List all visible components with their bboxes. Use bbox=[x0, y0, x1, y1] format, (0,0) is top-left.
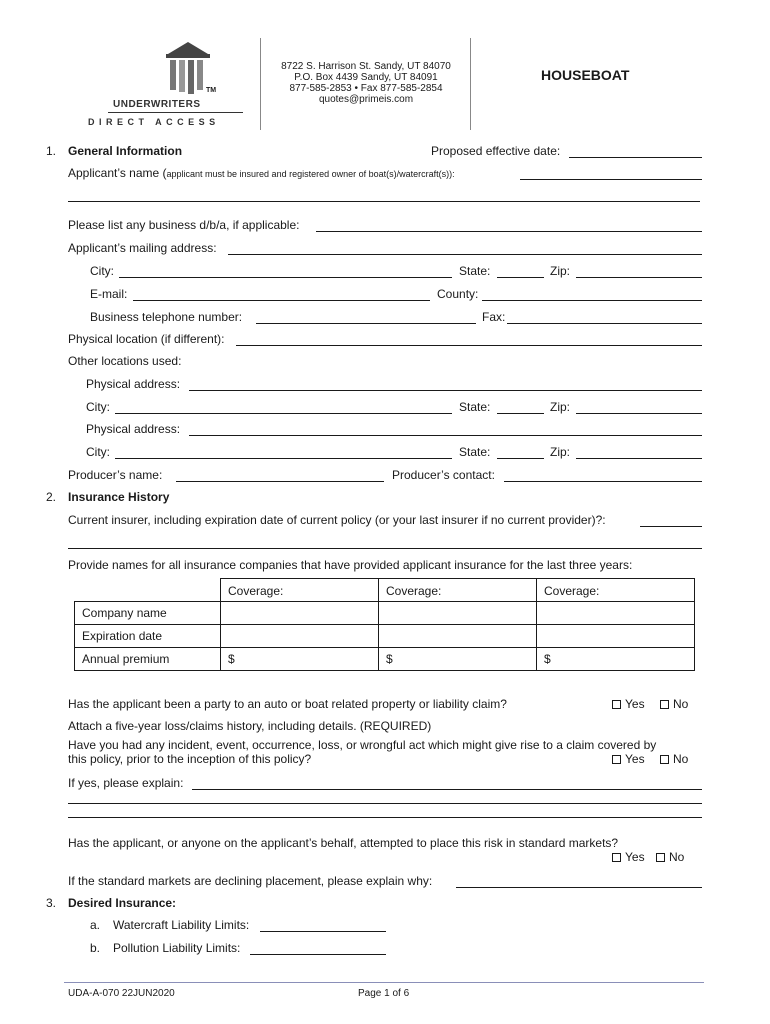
header-divider-left bbox=[260, 38, 261, 130]
table-cell[interactable]: $ bbox=[379, 648, 537, 671]
zip-label: Zip: bbox=[550, 264, 571, 278]
claim-question: Has the applicant been a party to an auto or boat related property or liability claim? bbox=[68, 697, 507, 711]
explain-field[interactable] bbox=[192, 789, 702, 790]
company-address bbox=[262, 61, 470, 105]
table-cell[interactable] bbox=[221, 625, 379, 648]
table-cell[interactable] bbox=[537, 625, 695, 648]
coverage-header: Coverage: bbox=[221, 579, 379, 602]
physical-location-field[interactable] bbox=[236, 345, 702, 346]
table-cell[interactable] bbox=[379, 625, 537, 648]
yes-label: Yes bbox=[625, 850, 645, 864]
no-label: No bbox=[673, 697, 689, 711]
section-1-title: General Information bbox=[68, 144, 183, 158]
watercraft-limits-field[interactable] bbox=[260, 931, 386, 932]
table-row bbox=[75, 648, 695, 671]
table-row bbox=[75, 602, 695, 625]
item-b-marker: b. bbox=[90, 941, 101, 955]
zip-field[interactable] bbox=[576, 458, 702, 459]
checkbox-icon[interactable] bbox=[660, 755, 669, 764]
provide-names-label: Provide names for all insurance companies that have provided applicant insurance for the last three years: bbox=[68, 558, 633, 572]
pollution-limits-field[interactable] bbox=[250, 954, 386, 955]
yes-label: Yes bbox=[625, 697, 645, 711]
company-logo bbox=[88, 40, 248, 130]
section-2-number: 2. bbox=[46, 490, 57, 504]
header-divider-right bbox=[470, 38, 471, 130]
explain-field-2[interactable] bbox=[68, 803, 702, 804]
checkbox-icon[interactable] bbox=[656, 853, 665, 862]
claim-no-option[interactable] bbox=[660, 697, 688, 711]
table-header-row bbox=[75, 579, 695, 602]
fax-label: Fax: bbox=[482, 310, 506, 324]
zip-field[interactable] bbox=[576, 413, 702, 414]
item-a-marker: a. bbox=[90, 918, 101, 932]
zip-label: Zip: bbox=[550, 400, 571, 414]
current-insurer-field-2[interactable] bbox=[68, 548, 702, 549]
city-field[interactable] bbox=[115, 458, 452, 459]
city-field[interactable] bbox=[115, 413, 452, 414]
other-locations-label: Other locations used: bbox=[68, 354, 182, 368]
incident-question-line-2: this policy, prior to the inception of this policy? bbox=[68, 752, 312, 766]
county-label: County: bbox=[437, 287, 479, 301]
claim-yes-option[interactable] bbox=[612, 697, 645, 711]
producer-name-field[interactable] bbox=[176, 481, 384, 482]
checkbox-icon[interactable] bbox=[612, 700, 621, 709]
table-corner bbox=[75, 579, 221, 602]
logo-line-2: DIRECT ACCESS bbox=[88, 117, 220, 127]
state-label: State: bbox=[459, 400, 491, 414]
coverage-header: Coverage: bbox=[379, 579, 537, 602]
attach-history-note: Attach a five-year loss/claims history, including details. (REQUIRED) bbox=[68, 719, 432, 733]
physical-location-label: Physical location (if different): bbox=[68, 332, 225, 346]
physical-address-field[interactable] bbox=[189, 435, 702, 436]
table-row bbox=[75, 625, 695, 648]
explain-field-3[interactable] bbox=[68, 817, 702, 818]
logo-tm: TM bbox=[206, 87, 217, 94]
state-field[interactable] bbox=[497, 413, 544, 414]
zip-label: Zip: bbox=[550, 445, 571, 459]
declining-label: If the standard markets are declining placement, please explain why: bbox=[68, 874, 433, 888]
phone-label: Business telephone number: bbox=[90, 310, 243, 324]
row-label: Expiration date bbox=[75, 625, 221, 648]
state-field[interactable] bbox=[497, 277, 544, 278]
physical-address-label: Physical address: bbox=[86, 422, 181, 436]
incident-no-option[interactable] bbox=[660, 752, 688, 766]
logo-underline bbox=[108, 112, 243, 113]
address-line: P.O. Box 4439 Sandy, UT 84091 bbox=[294, 72, 438, 83]
address-line: quotes@primeis.com bbox=[318, 94, 414, 105]
no-label: No bbox=[673, 752, 689, 766]
watercraft-limits-label: Watercraft Liability Limits: bbox=[113, 918, 250, 932]
zip-field[interactable] bbox=[576, 277, 702, 278]
city-label: City: bbox=[90, 264, 114, 278]
dba-field[interactable] bbox=[316, 231, 702, 232]
address-line: 877-585-2853 • Fax 877-585-2854 bbox=[289, 83, 443, 94]
table-cell[interactable] bbox=[221, 602, 379, 625]
incident-yes-option[interactable] bbox=[612, 752, 645, 766]
section-1-number: 1. bbox=[46, 144, 57, 158]
producer-contact-field[interactable] bbox=[504, 481, 702, 482]
applicant-name-field[interactable] bbox=[520, 179, 702, 180]
city-label: City: bbox=[86, 445, 110, 459]
logo-line-1: UNDERWRITERS bbox=[113, 99, 201, 110]
state-label: State: bbox=[459, 445, 491, 459]
applicant-name-note: applicant must be insured and registered owner of boat(s)/watercraft(s) bbox=[166, 169, 450, 179]
building-logo-icon bbox=[136, 40, 256, 100]
applicant-name-field-2[interactable] bbox=[68, 201, 700, 202]
footer-rule bbox=[64, 982, 704, 983]
applicant-name-label bbox=[68, 166, 455, 181]
table-cell[interactable] bbox=[537, 602, 695, 625]
checkbox-icon[interactable] bbox=[612, 853, 621, 862]
section-3-number: 3. bbox=[46, 896, 57, 910]
current-insurer-label: Current insurer, including expiration date of current policy (or your last insurer if no current provider)?: bbox=[68, 513, 606, 527]
physical-address-label: Physical address: bbox=[86, 377, 181, 391]
physical-address-field[interactable] bbox=[189, 390, 702, 391]
producer-name-label: Producer’s name: bbox=[68, 468, 163, 482]
coverage-header: Coverage: bbox=[537, 579, 695, 602]
mailing-address-label: Applicant’s mailing address: bbox=[68, 241, 217, 255]
page-number: Page 1 of 6 bbox=[358, 988, 410, 999]
county-field[interactable] bbox=[482, 300, 702, 301]
table-cell[interactable]: $ bbox=[537, 648, 695, 671]
applicant-name-end: ): bbox=[449, 169, 455, 179]
table-cell[interactable] bbox=[379, 602, 537, 625]
row-label: Company name bbox=[75, 602, 221, 625]
email-label: E-mail: bbox=[90, 287, 128, 301]
current-insurer-field[interactable] bbox=[640, 526, 702, 527]
phone-field[interactable] bbox=[256, 323, 476, 324]
incident-question-line-1: Have you had any incident, event, occurrence, loss, or wrongful act which might give rise to a claim covered by bbox=[68, 738, 657, 752]
insurance-history-table bbox=[74, 578, 695, 671]
fax-field[interactable] bbox=[507, 323, 702, 324]
state-field[interactable] bbox=[497, 458, 544, 459]
city-field[interactable] bbox=[119, 277, 452, 278]
explain-label: If yes, please explain: bbox=[68, 776, 184, 790]
email-field[interactable] bbox=[133, 300, 430, 301]
form-id: UDA-A-070 22JUN2020 bbox=[68, 988, 175, 999]
section-2-title: Insurance History bbox=[68, 490, 170, 504]
table-cell[interactable]: $ bbox=[221, 648, 379, 671]
row-label: Annual premium bbox=[75, 648, 221, 671]
effective-date-label: Proposed effective date: bbox=[431, 144, 561, 158]
standard-yes-option[interactable] bbox=[612, 850, 645, 864]
form-title: HOUSEBOAT bbox=[541, 67, 630, 83]
yes-label: Yes bbox=[625, 752, 645, 766]
standard-no-option[interactable] bbox=[656, 850, 684, 864]
effective-date-field[interactable] bbox=[569, 157, 702, 158]
city-label: City: bbox=[86, 400, 110, 414]
mailing-address-field[interactable] bbox=[228, 254, 702, 255]
producer-contact-label: Producer’s contact: bbox=[392, 468, 495, 482]
pollution-limits-label: Pollution Liability Limits: bbox=[113, 941, 241, 955]
applicant-name-text: Applicant’s name ( bbox=[68, 166, 167, 180]
no-label: No bbox=[669, 850, 685, 864]
address-line: 8722 S. Harrison St. Sandy, UT 84070 bbox=[281, 61, 451, 72]
standard-markets-question: Has the applicant, or anyone on the applicant’s behalf, attempted to place this risk in standard markets? bbox=[68, 836, 619, 850]
dba-label: Please list any business d/b/a, if applicable: bbox=[68, 218, 300, 232]
checkbox-icon[interactable] bbox=[612, 755, 621, 764]
declining-field[interactable] bbox=[456, 887, 702, 888]
state-label: State: bbox=[459, 264, 491, 278]
checkbox-icon[interactable] bbox=[660, 700, 669, 709]
section-3-title: Desired Insurance: bbox=[68, 896, 177, 910]
